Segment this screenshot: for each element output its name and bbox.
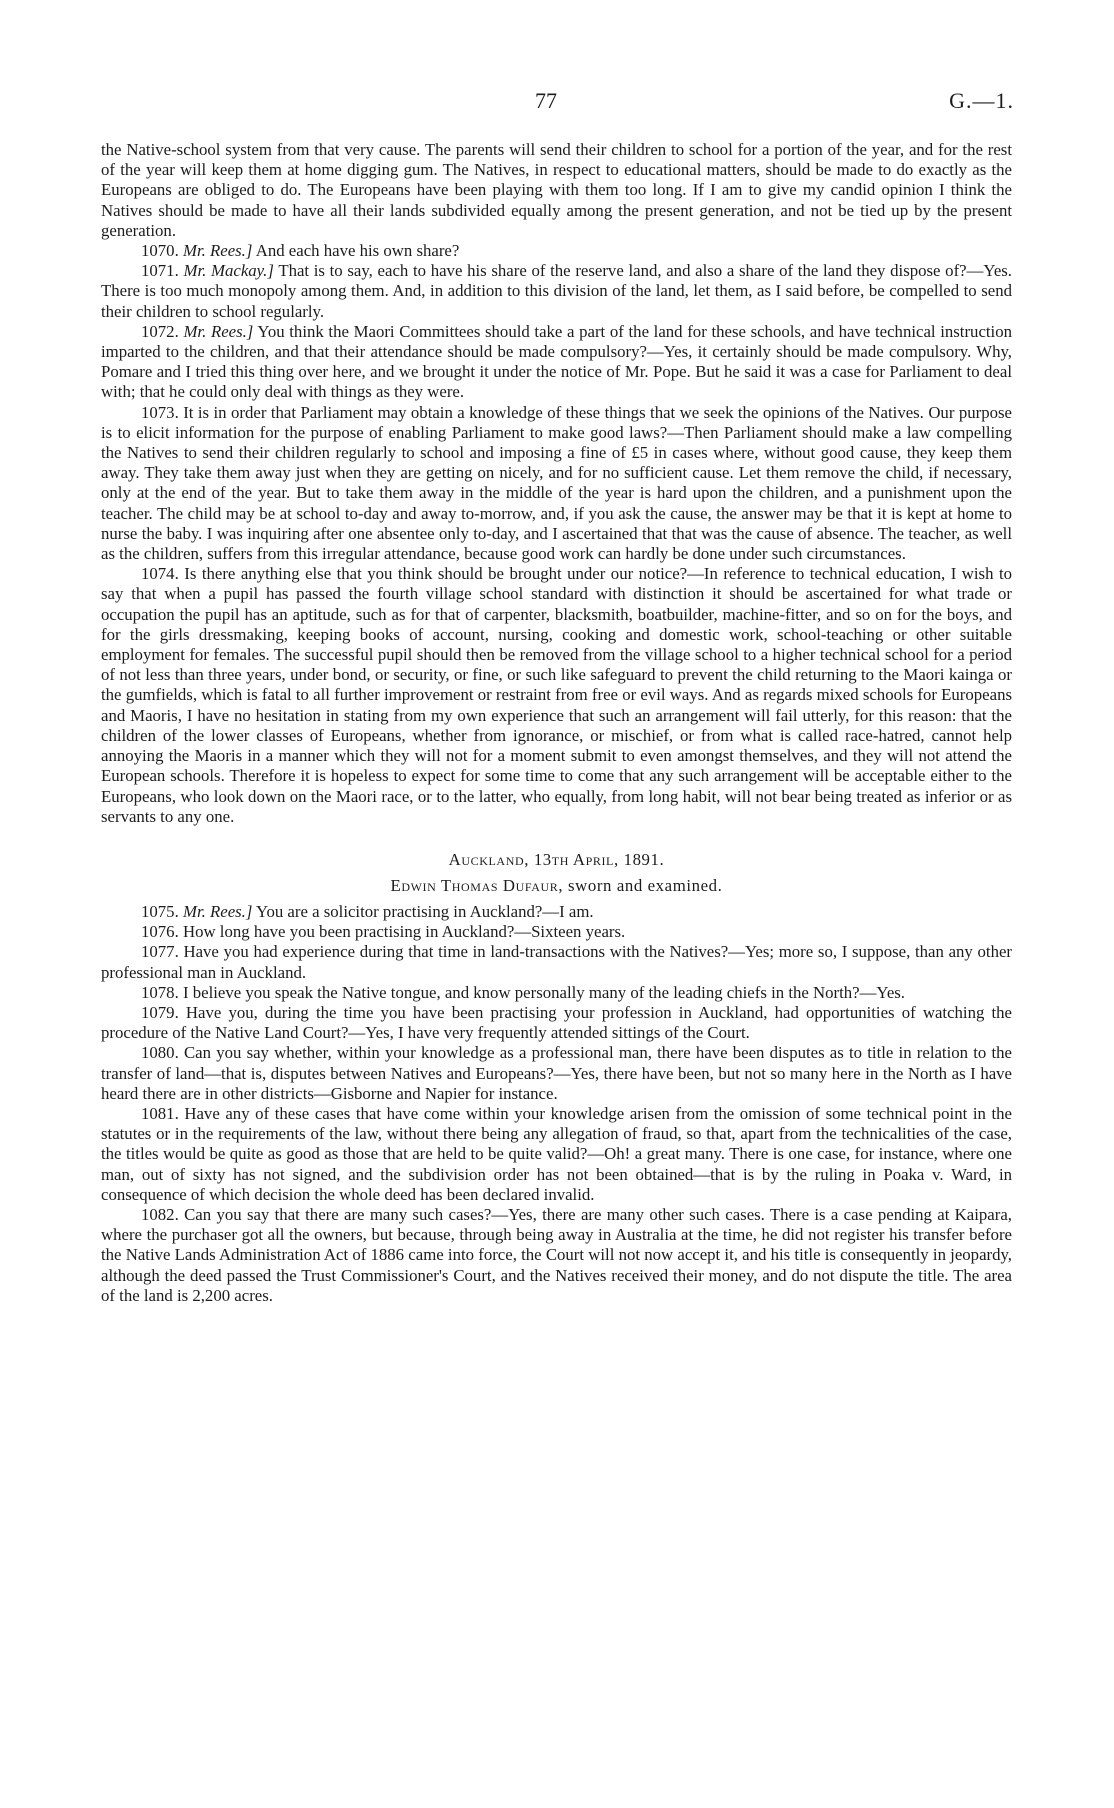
- paragraph: [101, 902, 1012, 922]
- question-number: 1077.: [141, 942, 179, 962]
- paragraph: [101, 922, 1012, 942]
- series-reference: G.—1.: [949, 88, 1014, 113]
- paragraph: [101, 1003, 1012, 1043]
- paragraph-text: Have you had experience during that time in land-transactions with the Natives?—Yes; more so, I suppose, than any other professional man in Auckland.: [101, 942, 1012, 982]
- question-number: 1073.: [141, 402, 179, 422]
- paragraph: [101, 983, 1012, 1003]
- page-number: 77: [535, 88, 557, 113]
- speaker: Mr. Rees.]: [182, 901, 253, 921]
- question-number: 1080.: [141, 1043, 179, 1063]
- place-date-heading: Auckland, 13th April, 1891.: [448, 849, 665, 869]
- paragraph-text: Can you say whether, within your knowledge as a professional man, there have been disputes as to title in relation to the transfer of land—that is, disputes between Natives and Europeans?—Yes, there have been, but not so many here in the North as I have heard there are in other districts—Gisborne and Napier for instance.: [101, 1043, 1012, 1103]
- paragraph-text: Have you, during the time you have been practising your profession in Auckland, had opportunities of watching the procedure of the Native Land Court?—Yes, I have very frequently attended sittings of the Court.: [101, 1002, 1013, 1043]
- paragraph: [101, 140, 1012, 241]
- question-number: 1075.: [141, 901, 179, 921]
- paragraph: [101, 241, 1012, 261]
- question-number: 1074.: [141, 564, 179, 584]
- paragraph-text: You are a solicitor practising in Auckland?—I am.: [256, 901, 594, 921]
- question-number: 1072.: [141, 321, 179, 341]
- witness-name: Edwin Thomas Dufaur,: [390, 875, 564, 895]
- speaker: Mr. Rees.]: [183, 321, 254, 341]
- paragraph: [101, 322, 1012, 403]
- question-number: 1078.: [141, 982, 179, 1002]
- page-header: [0, 88, 1114, 118]
- question-number: 1081.: [141, 1103, 179, 1123]
- paragraph-text: Have any of these cases that have come within your knowledge arisen from the omission of some technical point in the statutes or in the requirements of the law, without there being any allegation of fraud, so that, apart from the technicalities of the case, the titles would be quite as good as those that are held to be quite valid?—Oh! a great many. There is one case, for instance, where one man, out of sixty has not signed, and the subdivision order has not been obtained—that is by the ruling in Poaka v. Ward, in consequence of which decision the whole deed has been declared invalid.: [101, 1103, 1012, 1204]
- paragraph-text: Is there anything else that you think should be brought under our notice?—In reference to technical education, I wish to say that when a pupil has passed the fourth village school standard with distinction it should be ascertained for what trade or occupation the pupil has an aptitude, such as for that of carpenter, blacksmith, boatbuilder, machine-fitter, and so on for the boys, and for the girls dressmaking, keeping books of account, nursing, cooking and domestic work, school-teaching or other suitable employment for females. The successful pupil should then be removed from the village school to a higher technical school for a period of not less than three years, under bond, or security, or fine, or such like safeguard to prevent the child returning to the Maori kainga or the gumfields, which is fatal to all further improvement or restraint from free or evil ways. And as regards mixed schools for Europeans and Maoris, I have no hesitation in stating from my own experience that such an arrangement will fail utterly, for this reason: that the children of the lower classes of Europeans, whether from ignorance, or mischief, or from what is called race-hatred, cannot help annoying the Maoris in a manner which they will not for a moment submit to even amongst themselves, and they will not attend the European schools. Therefore it is hopeless to expect for some time to come that any such arrangement will be acceptable either to the Europeans, who look down on the Maori race, or to the latter, who equally, from long habit, will not bear being treated as inferior or as servants to any one.: [101, 564, 1012, 826]
- paragraph: [101, 564, 1012, 827]
- paragraph-text: You think the Maori Committees should take a part of the land for these schools, and have technical instruction imparted to the children, and that their attendance should be made compulsory?—Yes, it certainly should be made compulsory. Why, Pomare and I tried this thing over here, and we brought it under the notice of Mr. Pope. But he said it was a case for Parliament to deal with; that he could only deal with things as they were.: [101, 321, 1012, 402]
- paragraph-text: the Native-school system from that very cause. The parents will send their children to school for a portion of the year, and for the rest of the year will keep them at home digging gum. The Natives, in respect to educational matters, should be made to do exactly as the Europeans are obliged to do. The Europeans have been playing with them too long. If I am to give my candid opinion I think the Natives should be made to have all their lands subdivided equally among the present generation, and not be tied up by the present generation.: [101, 140, 1012, 240]
- speaker: Mr. Mackay.]: [183, 261, 274, 281]
- question-number: 1082.: [141, 1204, 179, 1224]
- question-number: 1071.: [141, 261, 179, 281]
- question-number: 1070.: [141, 241, 179, 261]
- paragraph-text: How long have you been practising in Auckland?—Sixteen years.: [182, 922, 626, 942]
- paragraph-text: And each have his own share?: [255, 241, 460, 261]
- paragraph: [101, 1205, 1012, 1306]
- paragraph-text: Can you say that there are many such cases?—Yes, there are many other such cases. There is a case pending at Kaipara, where the purchaser got all the owners, but because, through being away in Australia at the time, he did not register his transfer before the Native Lands Administration Act of 1886 came into force, the Court will not now accept it, and his title is consequently in jeopardy, although the deed passed the Trust Commissioner's Court, and the Natives received their money, and do not dispute the title. The area of the land is 2,200 acres.: [101, 1204, 1012, 1305]
- paragraph-text: It is in order that Parliament may obtain a knowledge of these things that we seek the opinions of the Natives. Our purpose is to elicit information for the purpose of enabling Parliament to make good laws?—Then Parliament should make a law compelling the Natives to send their children regularly to school and imposing a fine of £5 in cases where, without good cause, they keep them away. They take them away just when they are getting on nicely, and for no sufficient cause. Let them remove the child, if necessary, only at the end of the year. But to take them away in the middle of the year is hard upon the children, and a punishment upon the teacher. The child may be at school to-day and away to-morrow, and, if you ask the cause, the answer may be that it is kept at home to nurse the baby. I was inquiring after one absentee only to-day, and I ascertained that that was the cause of absence. The teacher, as well as the children, suffers from this irregular attendance, because good work can hardly be done under such circumstances.: [101, 402, 1012, 564]
- paragraph: [101, 403, 1012, 565]
- question-number: 1079.: [141, 1002, 179, 1022]
- paragraph: [101, 942, 1012, 982]
- paragraph: [101, 1104, 1012, 1205]
- paragraph: [101, 1043, 1012, 1104]
- body-text: [101, 140, 1012, 1306]
- section-heading: [101, 847, 1012, 899]
- witness-heading: [101, 873, 1012, 899]
- witness-status: sworn and examined.: [568, 875, 723, 895]
- speaker: Mr. Rees.]: [182, 241, 253, 261]
- paragraph-text: That is to say, each to have his share of the reserve land, and also a share of the land they dispose of?—Yes. There is too much monopoly among them. And, in addition to this division of the land, let them, as I said before, be compelled to send their children to school regularly.: [101, 261, 1012, 321]
- paragraph-text: I believe you speak the Native tongue, and know personally many of the leading chiefs in the North?—Yes.: [182, 982, 906, 1002]
- paragraph: [101, 261, 1012, 322]
- question-number: 1076.: [141, 922, 179, 942]
